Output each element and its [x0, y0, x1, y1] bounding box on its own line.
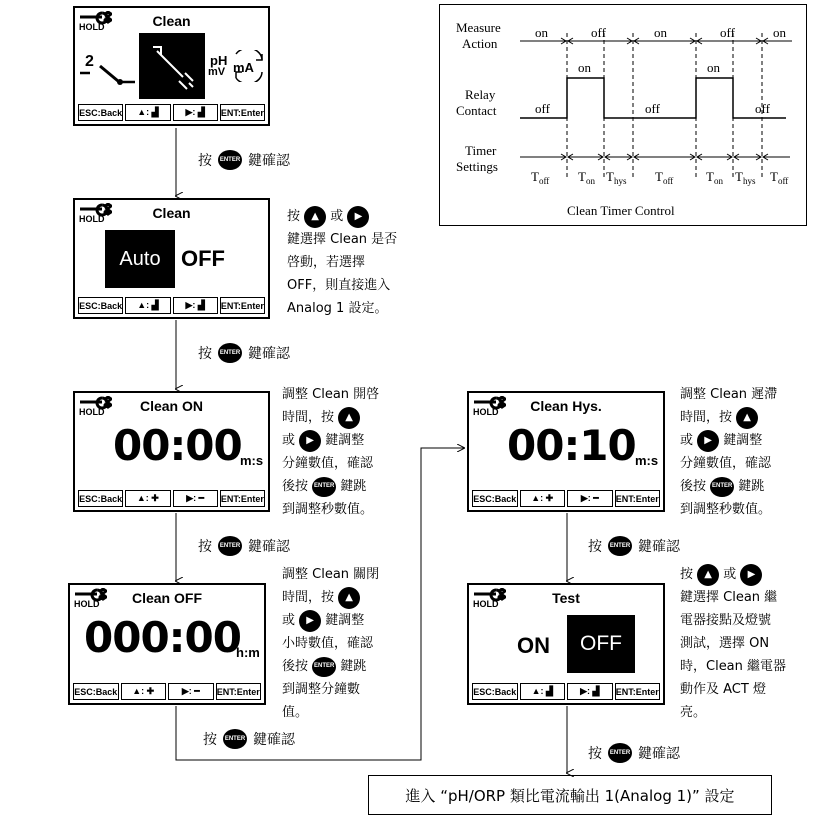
note-line: Analog 1 設定。 [287, 301, 388, 316]
lcd-screen-test [467, 583, 665, 705]
enter-key[interactable]: ENT:Enter [615, 683, 661, 700]
measure-state-4: off [720, 25, 735, 40]
note-text: 按 [680, 567, 694, 582]
enter-button-icon: ENTER [710, 477, 734, 497]
screen-title: Clean ON [139, 398, 203, 414]
enter-button-icon: ENTER [218, 150, 242, 170]
hold-label: HOLD [473, 407, 499, 417]
time-value: 00:00 [113, 421, 242, 470]
off-label: OFF [580, 632, 622, 655]
ma-label: mA [233, 60, 254, 75]
timing-diagram [440, 5, 806, 225]
timer-toff-2: $T_{off}$ [655, 169, 674, 186]
timer-label-1: Timer [465, 143, 497, 158]
timer-label-2: Settings [456, 159, 498, 174]
time-unit: m:s [240, 453, 264, 468]
enter-key[interactable]: ENT:Enter [615, 490, 661, 507]
esc-back-key[interactable]: ESC:Back [78, 490, 123, 507]
measure-label-2: Action [462, 36, 498, 51]
note-line: 到調整分鐘數 [282, 682, 361, 697]
esc-back-key[interactable]: ESC:Back [78, 297, 123, 314]
note-text: 時間，按 [282, 590, 335, 605]
analog-output-icon [228, 50, 268, 82]
note-text: 時間，按 [680, 410, 733, 425]
auto-option-selected[interactable] [105, 230, 175, 288]
timing-diagram-panel [439, 4, 807, 226]
enter-button-icon: ENTER [312, 657, 336, 677]
screen-title: Clean Hys. [530, 398, 602, 414]
off-option[interactable]: OFF [181, 246, 225, 271]
softkey-bar [78, 104, 265, 121]
note-line [680, 429, 777, 452]
up-button-icon: ▲ [304, 206, 326, 228]
selected-clean-tile [139, 33, 205, 99]
measure-state-1: on [535, 25, 548, 40]
note-line: 電器接點及燈號 [680, 613, 772, 628]
relay-on-1: on [578, 60, 591, 75]
menu-number: 2 [85, 53, 94, 70]
note-line [282, 586, 379, 609]
right-button-icon: ▶ [299, 430, 321, 452]
timer-thys-2: $T_{hys}$ [735, 169, 756, 186]
relay-on-2: on [707, 60, 720, 75]
press-text: 按 [198, 539, 212, 555]
note-line [287, 205, 397, 228]
lcd-screen-clean-hys [467, 391, 665, 512]
note-text: 後按 [680, 479, 707, 494]
press-text: 按 [198, 153, 212, 169]
note-line: OFF，則直接進入 [287, 278, 391, 293]
note-line: 鍵選擇 Clean 是否 [287, 232, 398, 247]
up-button-icon: ▲ [338, 407, 360, 429]
note-test [680, 563, 786, 724]
next-step-box [368, 775, 772, 815]
up-plus-key[interactable]: ▲: ✚ [121, 683, 167, 700]
measure-state-3: on [654, 25, 667, 40]
timer-toff-3: $T_{off}$ [770, 169, 789, 186]
relay-label-2: Contact [456, 103, 497, 118]
note-line [680, 475, 777, 498]
note-text: 按 [287, 209, 301, 224]
relay-label-1: Relay [465, 87, 496, 102]
note-line [282, 609, 379, 632]
note-text: 時間，按 [282, 410, 335, 425]
time-value: 00:10 [507, 421, 636, 470]
timer-thys-1: $T_{hys}$ [606, 169, 627, 186]
note-text: 鍵調整 [325, 433, 365, 448]
note-clean-hys [680, 383, 777, 521]
up-plus-key[interactable]: ▲: ✚ [520, 490, 566, 507]
right-button-icon: ▶ [299, 610, 321, 632]
note-text: 鍵跳 [738, 479, 765, 494]
up-key[interactable]: ▲: ▟ [125, 104, 170, 121]
press-text: 按 [588, 746, 602, 762]
screen-title: Test [552, 590, 580, 606]
step-press-enter-5 [588, 536, 680, 556]
hold-label: HOLD [79, 214, 105, 224]
note-line: 測試，選擇 ON [680, 636, 770, 651]
press-text: 按 [203, 732, 217, 748]
esc-back-key[interactable]: ESC:Back [78, 104, 123, 121]
right-key[interactable]: ▶: ▟ [567, 683, 613, 700]
relay-off-3: off [755, 101, 770, 116]
note-text: 鍵調整 [325, 613, 365, 628]
note-clean-off [282, 563, 379, 724]
softkey-bar [78, 490, 265, 507]
enter-button-icon: ENTER [608, 536, 632, 556]
note-line: 鍵選擇 Clean 繼 [680, 590, 778, 605]
note-line: 動作及 ACT 燈 [680, 682, 766, 697]
wrench-icon [139, 33, 205, 99]
right-button-icon: ▶ [740, 564, 762, 586]
softkey-bar [78, 297, 265, 314]
enter-key[interactable]: ENT:Enter [220, 297, 265, 314]
hold-label: HOLD [79, 407, 105, 417]
note-line: 值。 [282, 705, 309, 720]
relay-switch-icon [80, 63, 135, 88]
enter-button-icon: ENTER [608, 743, 632, 763]
confirm-text: 鍵確認 [253, 732, 295, 748]
enter-key[interactable]: ENT:Enter [220, 490, 265, 507]
timer-ton-1: $T_{on}$ [578, 169, 595, 186]
step-press-enter-2 [198, 343, 290, 363]
timer-ton-2: $T_{on}$ [706, 169, 723, 186]
lcd-screen-clean-auto [73, 198, 270, 319]
note-line: 小時數值，確認 [282, 636, 374, 651]
right-minus-key[interactable]: ▶: ━ [173, 490, 218, 507]
up-key[interactable]: ▲: ▟ [520, 683, 566, 700]
note-line [282, 655, 379, 678]
step-press-enter-3 [198, 536, 290, 556]
note-line [680, 563, 786, 586]
timer-settings-row [520, 154, 790, 160]
up-button-icon: ▲ [736, 407, 758, 429]
screen-title: Clean [152, 205, 191, 221]
note-clean-enable [287, 205, 397, 320]
time-value: 000:00 [84, 613, 241, 662]
right-key[interactable]: ▶: ▟ [173, 104, 218, 121]
screen-title: Clean OFF [131, 590, 202, 606]
enter-button-icon: ENTER [312, 477, 336, 497]
esc-back-key[interactable]: ESC:Back [472, 683, 518, 700]
softkey-bar [73, 683, 261, 700]
step-press-enter-1 [198, 150, 290, 170]
confirm-text: 鍵確認 [248, 346, 290, 362]
note-text: 或 [282, 613, 296, 628]
measure-label-1: Measure [456, 20, 501, 35]
lcd-screen-clean-off [68, 583, 266, 705]
enter-button-icon: ENTER [218, 536, 242, 556]
enter-key[interactable]: ENT:Enter [220, 104, 265, 121]
note-line: 分鐘數值，確認 [680, 456, 772, 471]
up-key[interactable]: ▲: ▟ [125, 297, 170, 314]
mv-label: mV [208, 66, 226, 78]
hold-label: HOLD [79, 22, 105, 32]
hold-label: HOLD [74, 599, 100, 609]
measure-state-5: on [773, 25, 786, 40]
note-line: 調整 Clean 遲滯 [680, 387, 778, 402]
softkey-bar [472, 490, 660, 507]
note-text: 或 [723, 567, 737, 582]
lcd-screen-clean-menu [73, 6, 270, 126]
time-unit: h:m [236, 645, 260, 660]
note-line [282, 475, 379, 498]
up-button-icon: ▲ [697, 564, 719, 586]
note-line: 到調整秒數值。 [680, 502, 772, 517]
esc-back-key[interactable]: ESC:Back [73, 683, 119, 700]
up-button-icon: ▲ [338, 587, 360, 609]
step-press-enter-6 [588, 743, 680, 763]
step-press-enter-4 [203, 729, 295, 749]
note-line [680, 406, 777, 429]
off-option-selected[interactable] [567, 615, 635, 673]
note-clean-on [282, 383, 379, 521]
confirm-text: 鍵確認 [248, 153, 290, 169]
enter-key[interactable]: ENT:Enter [216, 683, 262, 700]
note-line [282, 406, 379, 429]
note-line: 時，Clean 繼電器 [680, 659, 787, 674]
right-minus-key[interactable]: ▶: ━ [168, 683, 214, 700]
right-button-icon: ▶ [697, 430, 719, 452]
timer-toff-1: $T_{off}$ [531, 169, 550, 186]
confirm-text: 鍵確認 [638, 746, 680, 762]
timing-caption: Clean Timer Control [567, 203, 675, 218]
note-text: 鍵調整 [723, 433, 763, 448]
note-text: 後按 [282, 479, 309, 494]
note-line [282, 429, 379, 452]
next-step-text: 進入 “pH/ORP 類比電流輸出 1(Analog 1)” 設定 [405, 786, 735, 805]
right-minus-key[interactable]: ▶: ━ [567, 490, 613, 507]
ph-label: pH [210, 53, 228, 68]
note-line: 調整 Clean 關閉 [282, 567, 380, 582]
right-button-icon: ▶ [347, 206, 369, 228]
lcd-screen-clean-on [73, 391, 270, 512]
softkey-bar [472, 683, 660, 700]
note-line: 到調整秒數值。 [282, 502, 374, 517]
up-plus-key[interactable]: ▲: ✚ [125, 490, 170, 507]
screen-title: Clean [152, 13, 191, 29]
enter-button-icon: ENTER [218, 343, 242, 363]
right-key[interactable]: ▶: ▟ [173, 297, 218, 314]
note-text: 後按 [282, 659, 309, 674]
relay-off-1: off [535, 101, 550, 116]
hold-label: HOLD [473, 599, 499, 609]
note-text: 或 [680, 433, 694, 448]
confirm-text: 鍵確認 [638, 539, 680, 555]
on-option[interactable]: ON [517, 633, 550, 658]
note-text: 或 [282, 433, 296, 448]
note-line: 啓動，若選擇 [287, 255, 366, 270]
enter-button-icon: ENTER [223, 729, 247, 749]
note-line: 分鐘數值，確認 [282, 456, 374, 471]
note-line: 亮。 [680, 705, 707, 720]
relay-off-2: off [645, 101, 660, 116]
press-text: 按 [198, 346, 212, 362]
time-unit: m:s [635, 453, 659, 468]
press-text: 按 [588, 539, 602, 555]
note-text: 或 [330, 209, 344, 224]
auto-label: Auto [119, 247, 161, 270]
note-text: 鍵跳 [340, 659, 367, 674]
confirm-text: 鍵確認 [248, 539, 290, 555]
esc-back-key[interactable]: ESC:Back [472, 490, 518, 507]
measure-state-2: off [591, 25, 606, 40]
note-line: 調整 Clean 開啓 [282, 387, 380, 402]
note-text: 鍵跳 [340, 479, 367, 494]
